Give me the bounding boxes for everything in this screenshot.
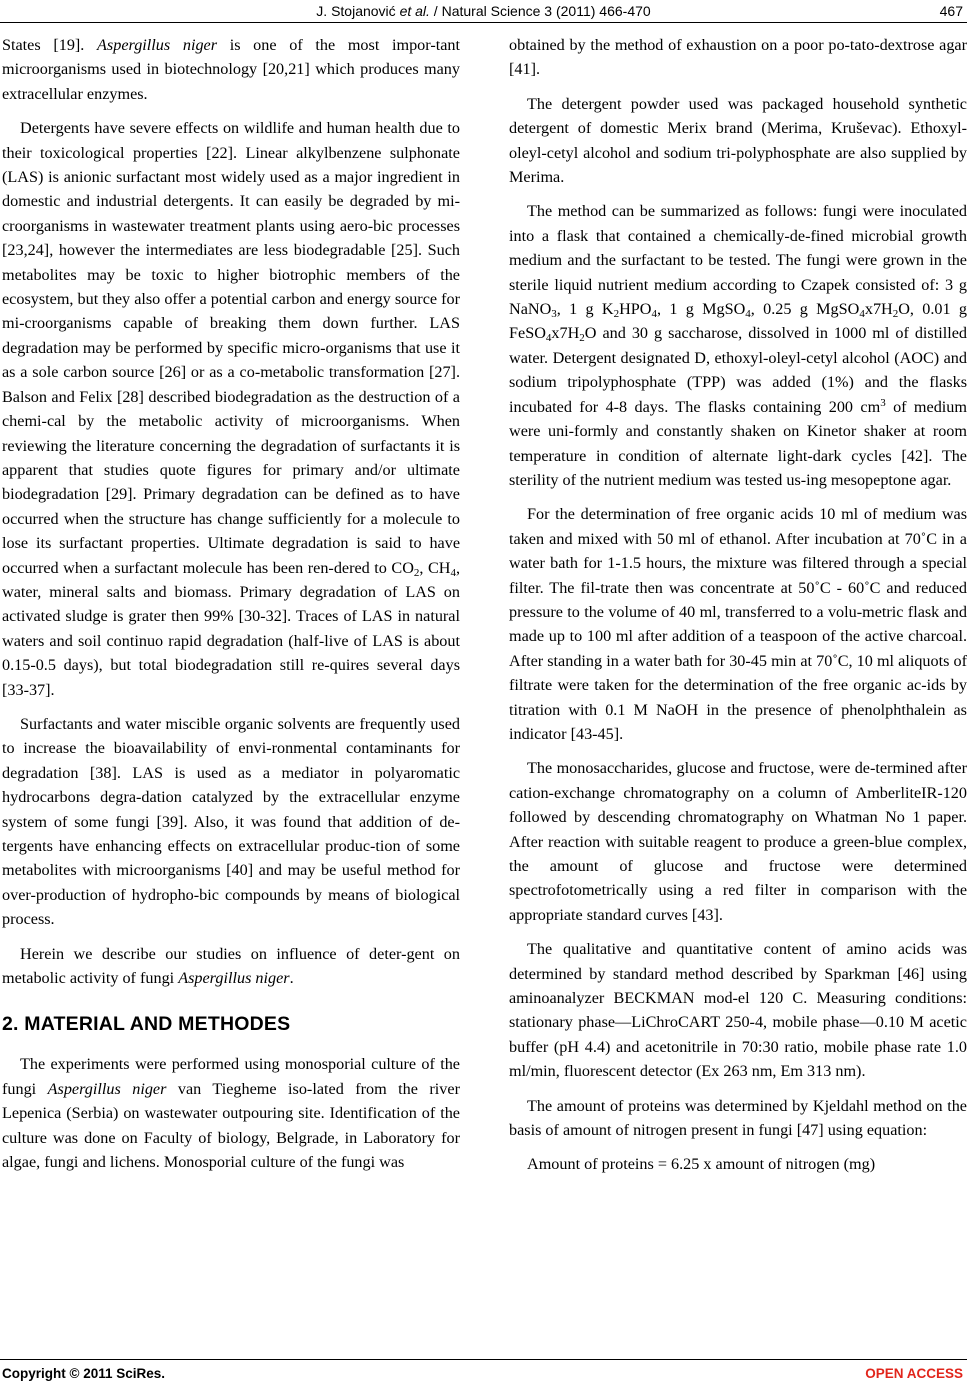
left-paragraph-3: Surfactants and water miscible organic solvents are frequently used to increase the bioavailability of envi-ronmental contaminants for degradation [38]. LAS is used as a mediator in polyaromatic hydrocarbons degra-dation catalyzed by the extracellular enzyme system of some fungi [39]. Also, it was found that addition of de-tergents have enhancing effects on extracellular produc-tion of some metabolites with microorganisms [40] and may be useful method for over-production of hydropho-bic compounds by means of biological process.: [2, 714, 460, 929]
left-column: [2, 33, 460, 1174]
text-run: , 1 g MgSO: [656, 300, 746, 319]
page-footer: [0, 1366, 967, 1384]
right-paragraph-2: The detergent powder used was packaged household synthetic detergent of domestic Merix brand (Merima, Kruševac). Ethoxyl-oleyl-cetyl alcohol and sodium tri-polyphosphate are also supplied by Merima.: [509, 94, 967, 187]
left-paragraph-1: [2, 33, 460, 106]
right-paragraph-6: The qualitative and quantitative content of amino acids was determined by standard method described by Sparkman [46] using aminoanalyzer BECKMAN mod-el 120 C. Measuring conditions: stationary phase—LiChroCART 250-4, mobile phase—0.10 M acetic buffer (pH 4.4) and acetonitrile in 70:30 ratio, mobile phase rate 1.0 ml/min, fluorescent detector (Ex 263 nm, Em 313 nm).: [509, 940, 967, 1081]
subscript: 4: [651, 308, 657, 321]
protein-equation: Amount of proteins = 6.25 x amount of nitrogen (mg): [527, 1155, 876, 1174]
text-run: The method can be summarized as follows: fungi were inoculated into a flask that contained a chemically-de-fined microbial growth medium and the surfactant to be tested. The fungi were grown in the sterile liquid nutrient medium according to Czapek consisted of: 3 g NaNO: [509, 202, 967, 319]
text-run: , 0.25 g MgSO: [750, 300, 860, 319]
subscript: 4: [859, 308, 865, 321]
subscript: 4: [745, 308, 751, 321]
text-run: is one of the most impor-tant microorganisms used in biotechnology [20,21] which produces many extracellular enzymes.: [2, 36, 460, 103]
text-run: .: [289, 969, 294, 988]
text-run: HPO: [619, 300, 652, 319]
text-run: Herein we describe our studies on influence of deter-gent on metabolic activity of fungi: [2, 944, 460, 988]
header-divider: [0, 22, 967, 23]
running-title-authors: J. Stojanović: [316, 3, 400, 19]
superscript: 3: [880, 396, 886, 409]
subscript: 2: [613, 308, 620, 321]
running-title-etal: et al.: [399, 3, 430, 19]
right-column: [509, 33, 967, 1177]
open-access-label: OPEN ACCESS: [865, 1366, 963, 1381]
copyright-notice: Copyright © 2011 SciRes.: [2, 1366, 166, 1381]
text-run: , 1 g K: [556, 300, 614, 319]
species-name: Aspergillus niger: [47, 1079, 167, 1098]
species-name: Aspergillus niger: [178, 969, 290, 988]
right-paragraph-4: For the determination of free organic acids 10 ml of medium was taken and mixed with 50 ml of ethanol. After incubation at 70˚C in a water bath for 1-1.5 hours, the mixture was filtered through a special filter. The fil-trate then was concentrate at 50˚C - 60˚C and reduced pressure to the volume of 40 ml, transferred to a volu-metric flask and made up to 100 ml after addition of a teaspoon of the active charcoal. After standing in a water bath for 30-45 min at 70˚C, 10 ml aliquots of filtrate were taken for the determination of the free organic ac-ids by titration with 0.1 M NaOH in the presence of phenolphthalein as indicator [43-45].: [509, 505, 967, 743]
subscript: 3: [551, 308, 557, 321]
subscript: 2: [579, 332, 585, 345]
text-run: O and 30 g saccharose, dissolved in 1000 ml of distilled water. Detergent designated D, ethoxyl-oleyl-cetyl alcohol (AOC) and sodium tripolyphosphate (TPP) was added (1%) and the flasks incubated for 4-8 days. The flasks containing 200 cm: [509, 324, 967, 416]
text-run: van Tiegheme iso-lated from the river Lepenica (Serbia) on wastewater outpouring site. Identification of the culture was done on Faculty of biology, Belgrade, in Laboratory for algae, fungi and lichens. Monosporial culture of the fungi was: [2, 1079, 460, 1172]
subscript: 4: [450, 566, 456, 579]
text-run: , water, mineral salts and biomass. Primary degradation of LAS on activated sludge is grater then 99% [30-32]. Traces of LAS in natural waters and soil continuo rapid degradation (half-live of LAS is about 0.15-0.5 days), but total biodegradation still re-quires several days [33-37].: [2, 558, 460, 699]
subscript: 4: [545, 332, 552, 345]
left-paragraph-2: [2, 116, 460, 702]
text-run: of medium were uni-formly and constantly shaken on Kinetor shaker at room temperature in condition of alternate light-dark cycles [42]. The sterility of the nutrient medium was tested us-ing mesopeptone agar.: [509, 397, 967, 489]
text-run: O, 0.01 g FeSO: [509, 300, 967, 343]
page-number: 467: [939, 3, 963, 19]
right-paragraph-7: The amount of proteins was determined by Kjeldahl method on the basis of amount of nitrogen present in fungi [47] using equation:: [509, 1096, 967, 1140]
right-paragraph-5: The monosaccharides, glucose and fructose, were de-termined after cation-exchange chromatography on a column of AmberliteIR-120 followed by descending chromatography on Whatman No 1 paper. After reaction with suitable reagent to produce a green-blue complex, the amount of glucose and fructose were determined spectrofotometrically using a red filter in comparison with the appropriate standard curves [43].: [509, 759, 967, 924]
running-title-journal: / Natural Science 3 (2011) 466-470: [429, 3, 651, 19]
text-run: , CH: [419, 558, 451, 577]
right-paragraph-1: obtained by the method of exhaustion on a poor po-tato-dextrose agar [41].: [509, 36, 967, 79]
running-header: [0, 3, 967, 21]
section-heading: 2. MATERIAL AND METHODES: [2, 1013, 291, 1036]
species-name: Aspergillus niger: [97, 36, 218, 54]
footer-divider: [0, 1359, 967, 1360]
left-paragraph-4: [2, 942, 460, 991]
text-run: The experiments were performed using monosporial culture of the fungi: [2, 1055, 460, 1098]
subscript: 2: [892, 308, 899, 321]
text-run: x7H: [864, 300, 893, 319]
left-paragraph-5: [2, 1052, 460, 1174]
text-run: States [19].: [2, 36, 98, 54]
running-title: [0, 3, 967, 19]
subscript: 2: [413, 566, 420, 579]
right-paragraph-3: [509, 199, 967, 492]
text-run: Detergents have severe effects on wildlife and human health due to their toxicological properties [22]. Linear alkylbenzene sulphonate (LAS) is anionic surfactant most widely used as a major ingredient in domestic and industrial detergents. It can easily be degraded by mi-croorganisms in wastewater treatment plants using aero-bic processes [23,24], however the intermediates are less biodegradable [25]. Such metabolites may be toxic to higher biotrophic members of the ecosystem, but they also offer a potential carbon and energy source for mi-croorganisms capable of breaking them down further. LAS degradation may be performed by specific micro-organisms that use it as a sole carbon source [26] or as a co-metabolic transformation [27]. Balson and Felix [28] described biodegradation as the destruction of a chemi-cal by the metabolic activity of microorganisms. When reviewing the literature concerning the degradation of surfactants it is apparent that studies quote figures for primary and/or ultimate biodegradation [29]. Primary degradation can be defined as to have occurred when the structure has change sufficiently for a molecule to lose its surfactant properties. Ultimate degradation is said to have occurred when a surfactant molecule has been ren-dered to CO: [2, 119, 460, 577]
text-run: x7H: [551, 324, 580, 343]
